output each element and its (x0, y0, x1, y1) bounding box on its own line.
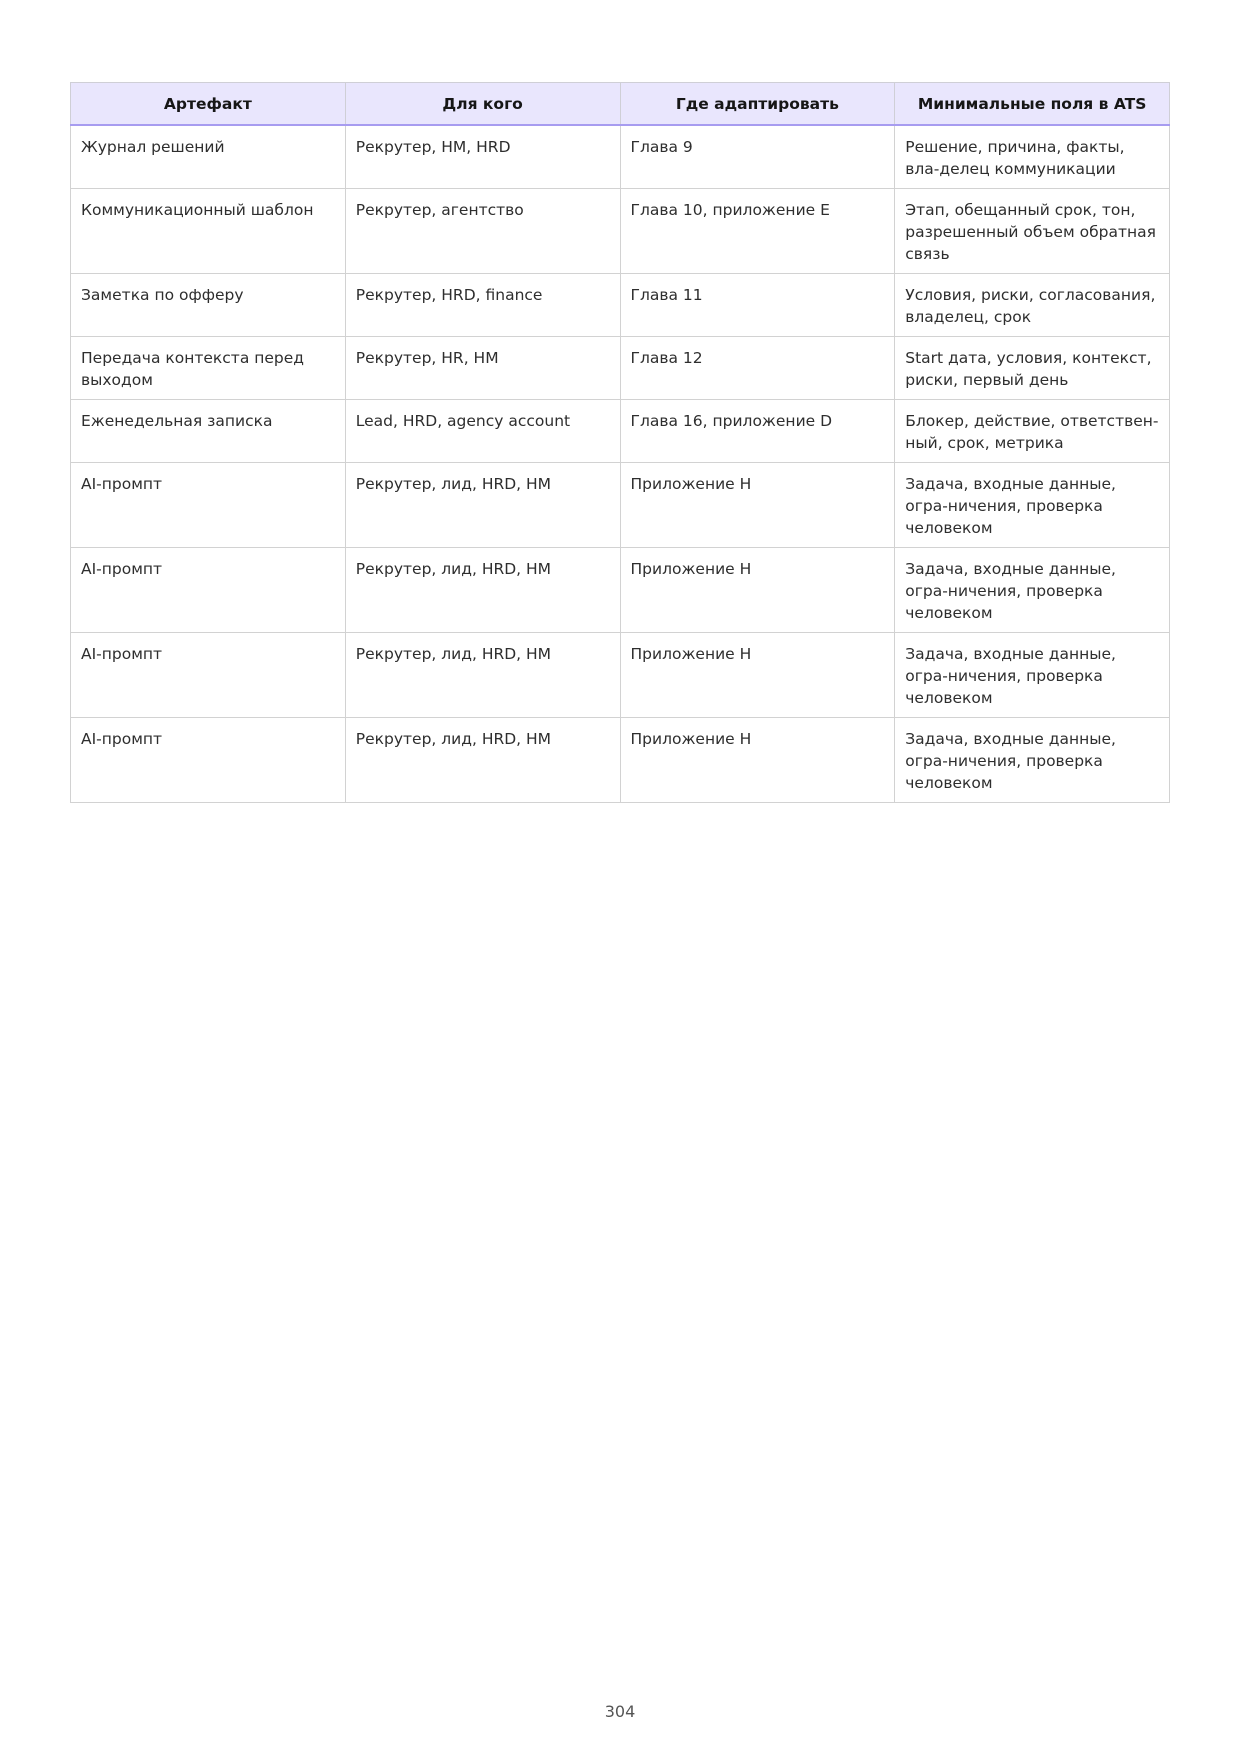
table-row (71, 548, 1170, 633)
cell-where-adapt: Приложение H (620, 718, 895, 803)
cell-artifact: Журнал решений (71, 125, 346, 189)
cell-audience: Lead, HRD, agency account (345, 400, 620, 463)
header-audience: Для кого (345, 83, 620, 126)
cell-where-adapt: Глава 11 (620, 274, 895, 337)
table-row (71, 463, 1170, 548)
cell-where-adapt: Глава 10, приложение E (620, 189, 895, 274)
artifacts-table (70, 82, 1170, 803)
cell-ats-fields: Условия, риски, согласования, владелец, срок (895, 274, 1170, 337)
table-row (71, 337, 1170, 400)
table-row (71, 400, 1170, 463)
cell-ats-fields: Задача, входные данные, огра-ничения, проверка человеком (895, 463, 1170, 548)
cell-artifact: Коммуникационный шаблон (71, 189, 346, 274)
cell-artifact: Еженедельная записка (71, 400, 346, 463)
header-artifact: Артефакт (71, 83, 346, 126)
cell-ats-fields: Задача, входные данные, огра-ничения, проверка человеком (895, 718, 1170, 803)
cell-where-adapt: Приложение H (620, 548, 895, 633)
cell-where-adapt: Глава 9 (620, 125, 895, 189)
cell-ats-fields: Задача, входные данные, огра-ничения, проверка человеком (895, 633, 1170, 718)
cell-audience: Рекрутер, лид, HRD, HM (345, 463, 620, 548)
table-row (71, 125, 1170, 189)
cell-ats-fields: Этап, обещанный срок, тон, разрешенный объем обратная связь (895, 189, 1170, 274)
table-row (71, 189, 1170, 274)
table-row (71, 274, 1170, 337)
page-number: 304 (604, 1702, 636, 1721)
cell-audience: Рекрутер, HRD, finance (345, 274, 620, 337)
cell-where-adapt: Приложение H (620, 463, 895, 548)
cell-where-adapt: Приложение H (620, 633, 895, 718)
header-ats-fields: Минимальные поля в ATS (895, 83, 1170, 126)
cell-audience: Рекрутер, HM, HRD (345, 125, 620, 189)
table-header-row (71, 83, 1170, 126)
cell-ats-fields: Блокер, действие, ответствен-ный, срок, метрика (895, 400, 1170, 463)
cell-audience: Рекрутер, лид, HRD, HM (345, 718, 620, 803)
cell-ats-fields: Решение, причина, факты, вла-делец коммуникации (895, 125, 1170, 189)
cell-where-adapt: Глава 16, приложение D (620, 400, 895, 463)
cell-audience: Рекрутер, HR, HM (345, 337, 620, 400)
table-row (71, 718, 1170, 803)
cell-ats-fields: Start дата, условия, контекст, риски, первый день (895, 337, 1170, 400)
cell-audience: Рекрутер, лид, HRD, HM (345, 633, 620, 718)
cell-artifact: Передача контекста перед выходом (71, 337, 346, 400)
header-where-adapt: Где адаптировать (620, 83, 895, 126)
cell-ats-fields: Задача, входные данные, огра-ничения, проверка человеком (895, 548, 1170, 633)
cell-artifact: AI-промпт (71, 548, 346, 633)
cell-audience: Рекрутер, лид, HRD, HM (345, 548, 620, 633)
cell-where-adapt: Глава 12 (620, 337, 895, 400)
cell-artifact: AI-промпт (71, 633, 346, 718)
cell-audience: Рекрутер, агентство (345, 189, 620, 274)
table-row (71, 633, 1170, 718)
cell-artifact: AI-промпт (71, 463, 346, 548)
cell-artifact: Заметка по офферу (71, 274, 346, 337)
cell-artifact: AI-промпт (71, 718, 346, 803)
